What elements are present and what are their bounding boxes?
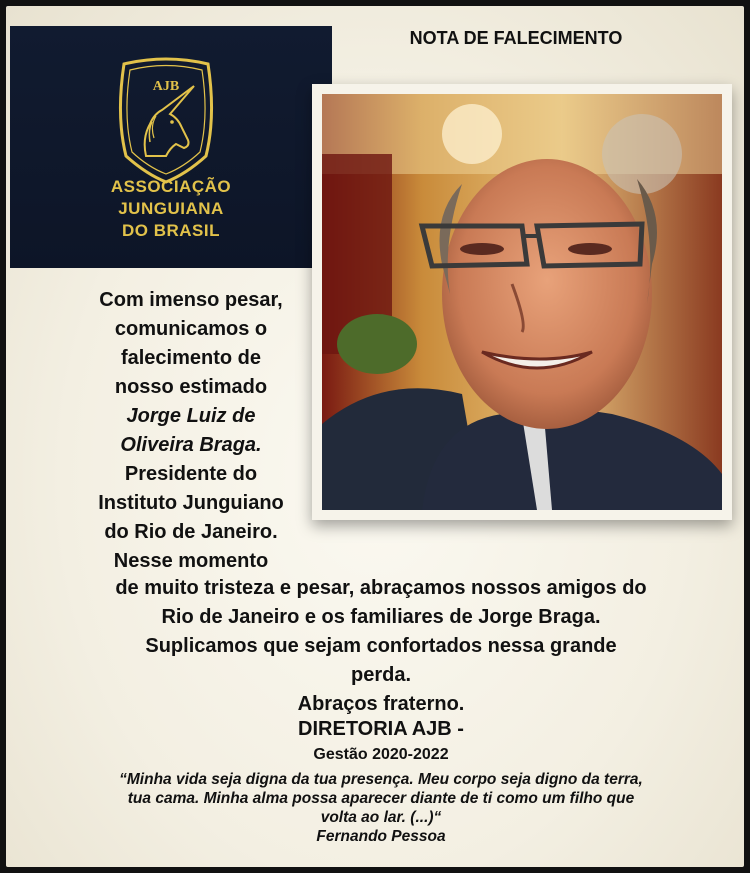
logo-abbr: AJB — [152, 79, 180, 94]
message-line: Instituto Junguiano — [98, 492, 284, 514]
message-line: do Rio de Janeiro. — [104, 521, 278, 543]
message-line: Abraços fraterno. — [297, 693, 465, 715]
message-body — [46, 574, 716, 719]
message-line: nosso estimado — [114, 376, 268, 398]
deceased-name-line: Oliveira Braga. — [120, 434, 262, 456]
quote-author: Fernando Pessoa — [316, 828, 446, 845]
logo-line: ASSOCIAÇÃO — [110, 177, 232, 196]
memorial-card — [6, 6, 744, 867]
logo-line: DO BRASIL — [122, 221, 220, 240]
quote — [56, 770, 706, 846]
message-line: perda. — [350, 664, 412, 686]
message-intro — [76, 286, 306, 576]
message-line: Presidente do — [124, 463, 258, 485]
deceased-name-line: Jorge Luiz de — [126, 405, 256, 427]
logo-line: JUNGUIANA — [118, 199, 224, 218]
message-line: de muito tristeza e pesar, abraçamos nossos amigos do — [115, 577, 647, 599]
quote-line: volta ao lar. (...)“ — [320, 809, 442, 826]
ajb-logo-panel — [10, 26, 332, 268]
page-title: NOTA DE FALECIMENTO — [409, 28, 623, 48]
signature: DIRETORIA AJB - — [298, 718, 464, 740]
logo-wordmark — [10, 176, 332, 242]
message-line: falecimento de — [120, 347, 262, 369]
quote-line: tua cama. Minha alma possa aparecer diante de ti como um filho que — [127, 790, 635, 807]
portrait-image — [322, 94, 722, 510]
term: Gestão 2020-2022 — [313, 746, 449, 763]
message-line: comunicamos o — [114, 318, 268, 340]
message-line: Suplicamos que sejam confortados nessa grande — [145, 635, 617, 657]
portrait-photo — [312, 84, 732, 520]
message-line: Nesse momento — [113, 550, 269, 572]
message-line: Com imenso pesar, — [99, 289, 283, 311]
quote-line: “Minha vida seja digna da tua presença. Meu corpo seja digno da terra, — [119, 771, 643, 788]
message-line: Rio de Janeiro e os familiares de Jorge Braga. — [161, 606, 601, 628]
